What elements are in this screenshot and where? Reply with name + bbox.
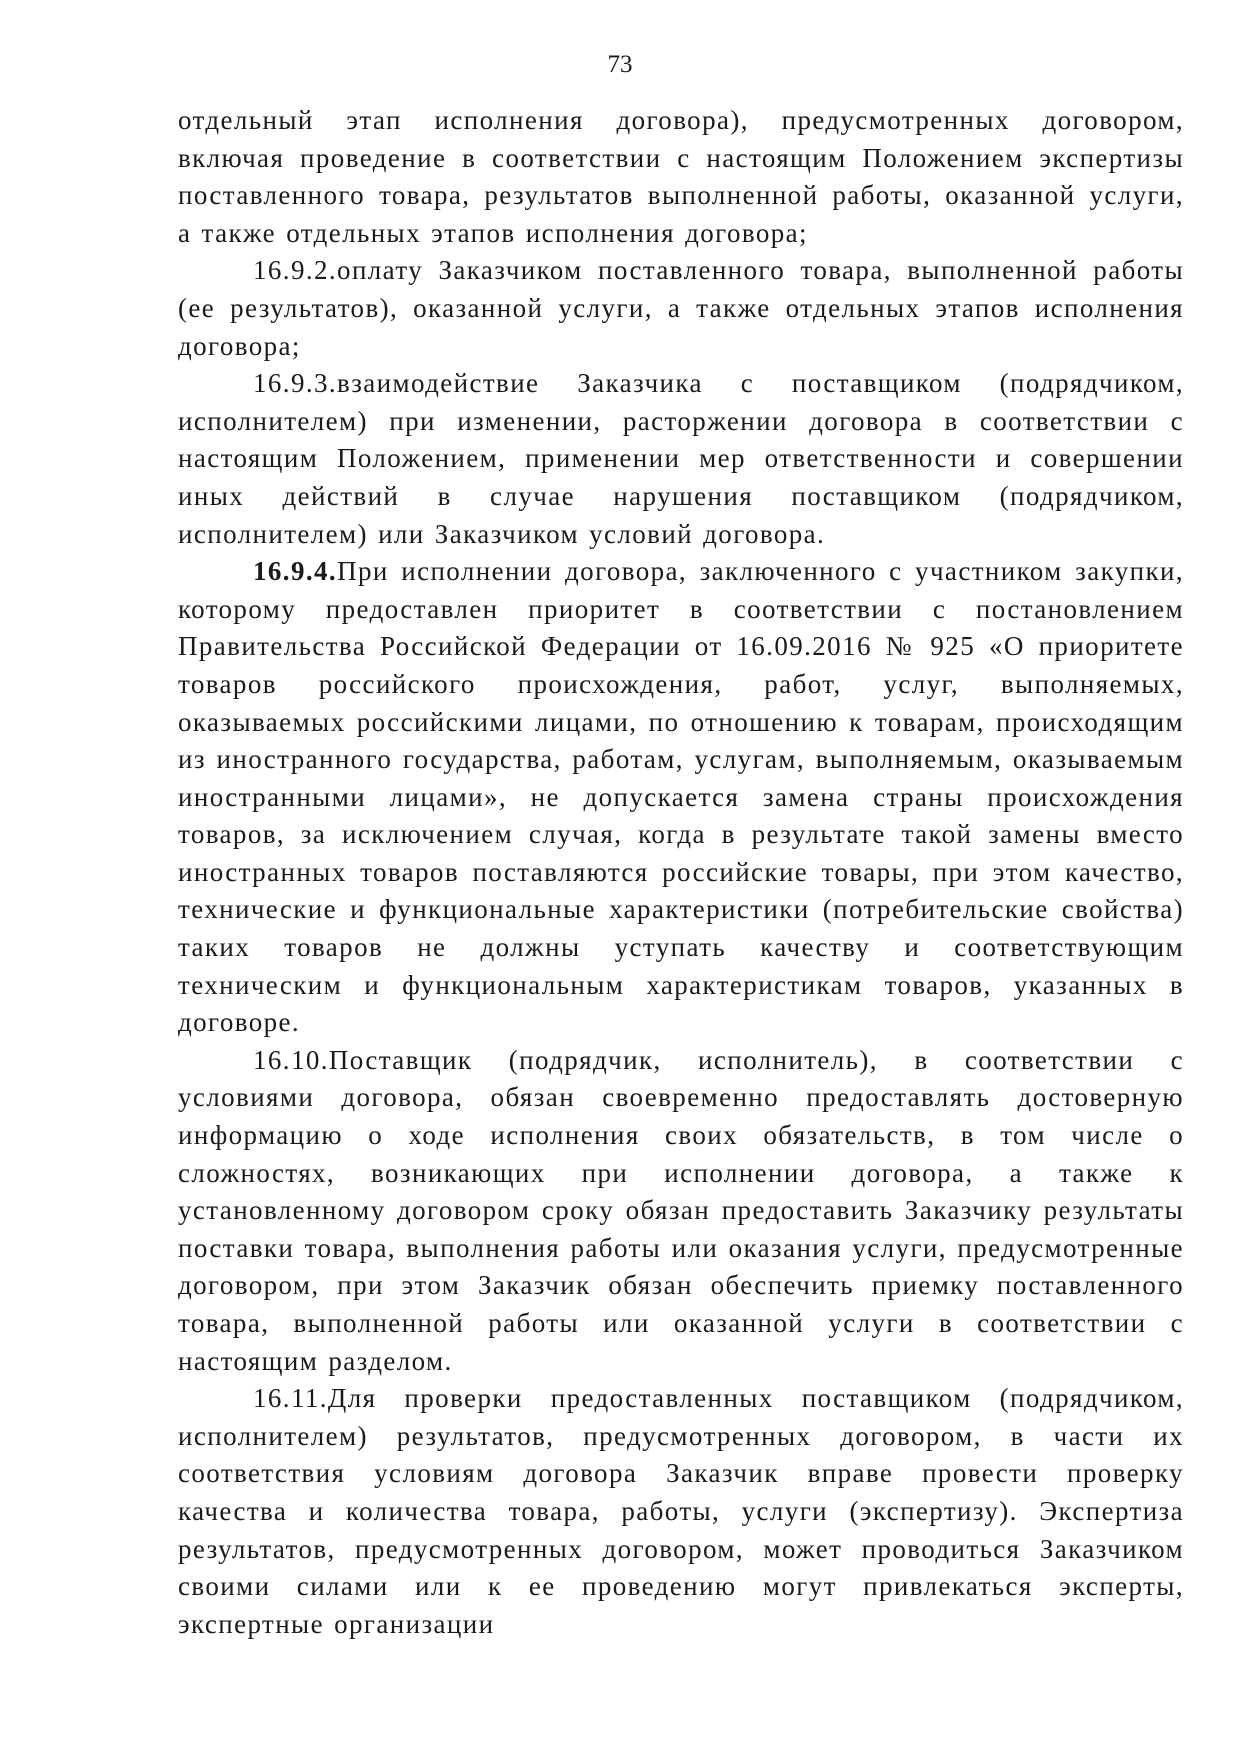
document-body [178,102,1184,1643]
paragraph-text: При исполнении договора, заключенного с участником закупки, которому предоставлен приоритет в соответствии с постановлением Правительства Российской Федерации от 16.09.2016 № 925 «О приоритете товаров российского происхождения, работ, услуг, выполняемых, оказываемых российскими лицами, по отношению к товарам, происходящим из иностранного государства, работам, услугам, выполняемым, оказываемым иностранными лицами», не допускается замена страны происхождения товаров, за исключением случая, когда в результате такой замены вместо иностранных товаров поставляются российские товары, при этом качество, технические и функциональные характеристики (потребительские свойства) таких товаров не должны уступать качеству и соответствующим техническим и функциональным характеристикам товаров, указанных в договоре. [178,556,1184,1038]
paragraph-16-11: 16.11.Для проверки предоставленных поставщиком (подрядчиком, исполнителем) результатов, предусмотренных договором, в части их соответствия условиям договора Заказчик вправе провести проверку качества и количества товара, работы, услуги (экспертизу). Экспертиза результатов, предусмотренных договором, может проводиться Заказчиком своими силами или к ее проведению могут привлекаться эксперты, экспертные организации [178,1383,1184,1639]
paragraph-continuation: отдельный этап исполнения договора), предусмотренных договором, включая проведение в соответствии с настоящим Положением экспертизы поставленного товара, результатов выполненной работы, оказанной услуги, а также отдельных этапов исполнения договора; [178,105,1184,248]
paragraph-16-9-4 [178,553,1184,1042]
paragraph-16-10: 16.10.Поставщик (подрядчик, исполнитель), в соответствии с условиями договора, обязан своевременно предоставлять достоверную информацию о ходе исполнения своих обязательств, в том числе о сложностях, возникающих при исполнении договора, а также к установленному договором сроку обязан предоставить Заказчику результаты поставки товара, выполнения работы или оказания услуги, предусмотренные договором, при этом Заказчик обязан обеспечить приемку поставленного товара, выполненной работы или оказанной услуги в соответствии с настоящим разделом. [178,1044,1184,1376]
page-number: 73 [607,51,633,78]
paragraph-16-9-2: 16.9.2.оплату Заказчиком поставленного товара, выполненной работы (ее результатов), оказанной услуги, а также отдельных этапов исполнения договора; [178,255,1184,361]
clause-number: 16.9.4. [253,556,338,587]
paragraph-16-9-3: 16.9.3.взаимодействие Заказчика с поставщиком (подрядчиком, исполнителем) при изменении, расторжении договора в соответствии с настоящим Положением, применении мер ответственности и совершении иных действий в случае нарушения поставщиком (подрядчиком, исполнителем) или Заказчиком условий договора. [178,368,1184,549]
